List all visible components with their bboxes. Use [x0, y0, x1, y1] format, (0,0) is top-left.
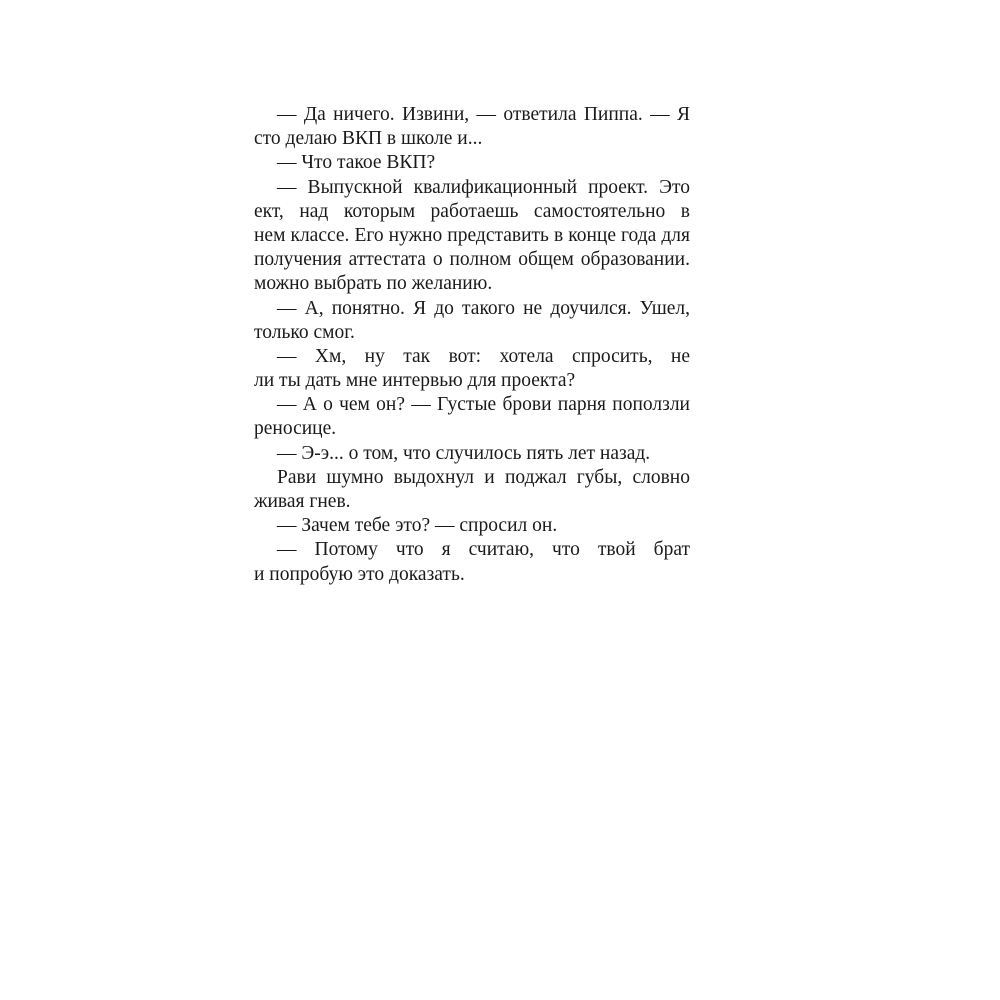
text-line: можно выбрать по желанию.: [254, 273, 493, 295]
text-line: и попробую это доказать.: [254, 563, 465, 585]
text-line: только смог.: [254, 321, 355, 343]
text-line: — Выпускной квалификационный проект. Это: [277, 176, 690, 198]
text-line: получения аттестата о полном общем образовании.: [254, 249, 690, 271]
body-text: [254, 103, 690, 587]
text-line: ект, над которым работаешь самостоятельно в: [254, 200, 690, 222]
text-line: — А, понятно. Я до такого не доучился. Ушел,: [277, 297, 690, 319]
text-line: — Э-э... о том, что случилось пять лет назад.: [277, 442, 651, 464]
text-line: — Что такое ВКП?: [277, 152, 436, 174]
text-line: — Хм, ну так вот: хотела спросить, не: [277, 345, 690, 367]
text-line: Рави шумно выдохнул и поджал губы, словно: [277, 466, 690, 488]
text-line: реносице.: [254, 418, 337, 440]
text-line: живая гнев.: [254, 491, 351, 512]
text-line: — Да ничего. Извини, — ответила Пиппа. — Я: [277, 104, 690, 125]
text-line: — Зачем тебе это? — спросил он.: [277, 515, 558, 537]
text-line: ли ты дать мне интервью для проекта?: [254, 370, 576, 392]
text-line: — А о чем он? — Густые брови парня поползли: [277, 394, 690, 416]
text-line: — Потому что я считаю, что твой брат: [277, 539, 690, 561]
text-line: сто делаю ВКП в школе и...: [254, 128, 483, 150]
text-line: нем классе. Его нужно представить в конце года для: [254, 224, 690, 246]
